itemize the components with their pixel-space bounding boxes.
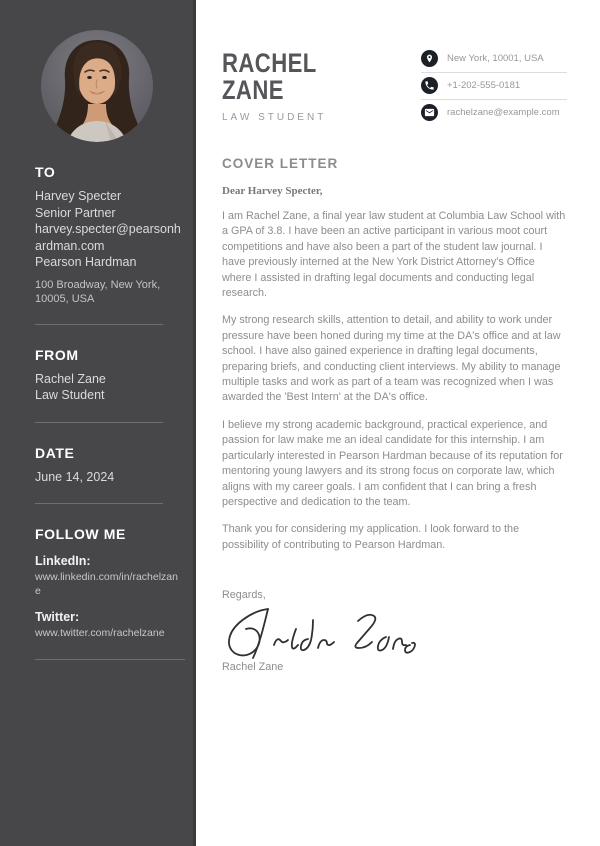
contact-email[interactable]: rachelzane@example.com bbox=[447, 107, 560, 118]
recipient-title: Senior Partner bbox=[35, 205, 116, 220]
contact-row-phone bbox=[421, 72, 567, 99]
paragraph-3: I believe my strong academic background, practical experience, and passion for law make me an ideal candidate for this internship. I am particularly interested in Pearson Hardman because of its reputation for mentoring young lawyers and its strong focus on corporate law, which aligns with my career goals. I am confident that I can bring a fresh perspective and dedication to the team. bbox=[222, 418, 563, 508]
date-section bbox=[35, 445, 183, 486]
typed-signature-name: Rachel Zane bbox=[222, 661, 284, 674]
from-section bbox=[35, 347, 183, 404]
twitter-url[interactable]: www.twitter.com/rachelzane bbox=[35, 627, 165, 639]
to-section bbox=[35, 164, 183, 306]
first-name: RACHEL bbox=[222, 48, 317, 78]
twitter-label: Twitter: bbox=[35, 610, 80, 624]
letter-header bbox=[222, 46, 567, 126]
phone-icon bbox=[421, 77, 438, 94]
email-icon bbox=[421, 104, 438, 121]
divider bbox=[35, 324, 163, 325]
sender-name: Rachel Zane bbox=[35, 371, 106, 386]
date-heading: DATE bbox=[35, 444, 75, 461]
role-subtitle: LAW STUDENT bbox=[222, 112, 327, 123]
closing-regards: Regards, bbox=[222, 589, 266, 602]
divider bbox=[35, 422, 163, 423]
linkedin-label: LinkedIn: bbox=[35, 554, 91, 568]
paragraph-4: Thank you for considering my application. I look forward to the possibility of contributing to Pearson Hardman. bbox=[222, 523, 520, 551]
paragraph-1: I am Rachel Zane, a final year law student at Columbia Law School with a GPA of 3.8. I have been an active participant in various moot court competitions and have also been a part of the student law journal. I have previously interned at the New York District Attorney's Office where I assisted in drafting legal documents and conducting legal research. bbox=[222, 210, 566, 300]
avatar bbox=[41, 30, 153, 142]
letter-body bbox=[199, 0, 600, 846]
to-heading: TO bbox=[35, 164, 56, 180]
sender-title: Law Student bbox=[35, 388, 105, 402]
follow-heading: FOLLOW ME bbox=[35, 526, 126, 542]
follow-section bbox=[35, 526, 183, 641]
cover-letter-heading: COVER LETTER bbox=[222, 156, 339, 171]
contact-phone[interactable]: +1-202-555-0181 bbox=[447, 80, 521, 91]
signature-graphic bbox=[222, 603, 567, 667]
contact-row-email bbox=[421, 99, 567, 126]
sidebar bbox=[0, 0, 196, 846]
salutation: Dear Harvey Specter, bbox=[222, 185, 323, 197]
recipient-company: Pearson Hardman bbox=[35, 255, 137, 269]
location-pin-icon bbox=[421, 50, 438, 67]
last-name: ZANE bbox=[222, 75, 284, 105]
divider bbox=[35, 503, 163, 504]
linkedin-url[interactable]: www.linkedin.com/in/rachelzane bbox=[35, 571, 178, 597]
date-value: June 14, 2024 bbox=[35, 469, 115, 484]
recipient-address: 100 Broadway, New York, 10005, USA bbox=[35, 278, 161, 305]
contact-block bbox=[421, 46, 567, 126]
from-heading: FROM bbox=[35, 346, 79, 363]
paragraph-2: My strong research skills, attention to detail, and ability to work under pressure have been honed during my time at the DA's office and at law school. I have also gained experience in drafting legal documents, preparing briefs, and conducting client interviews. My ability to manage multiple tasks and work as part of a team was recognized when I was awarded the 'Best Intern' at the DA's office. bbox=[222, 314, 561, 404]
name-block bbox=[222, 46, 338, 123]
divider bbox=[35, 659, 185, 660]
contact-row-location bbox=[421, 46, 567, 72]
contact-location: New York, 10001, USA bbox=[447, 53, 544, 64]
profile-photo-graphic bbox=[41, 30, 153, 142]
recipient-name: Harvey Specter bbox=[35, 189, 122, 203]
recipient-email[interactable]: harvey.specter@pearsonhardman.com bbox=[35, 222, 181, 253]
